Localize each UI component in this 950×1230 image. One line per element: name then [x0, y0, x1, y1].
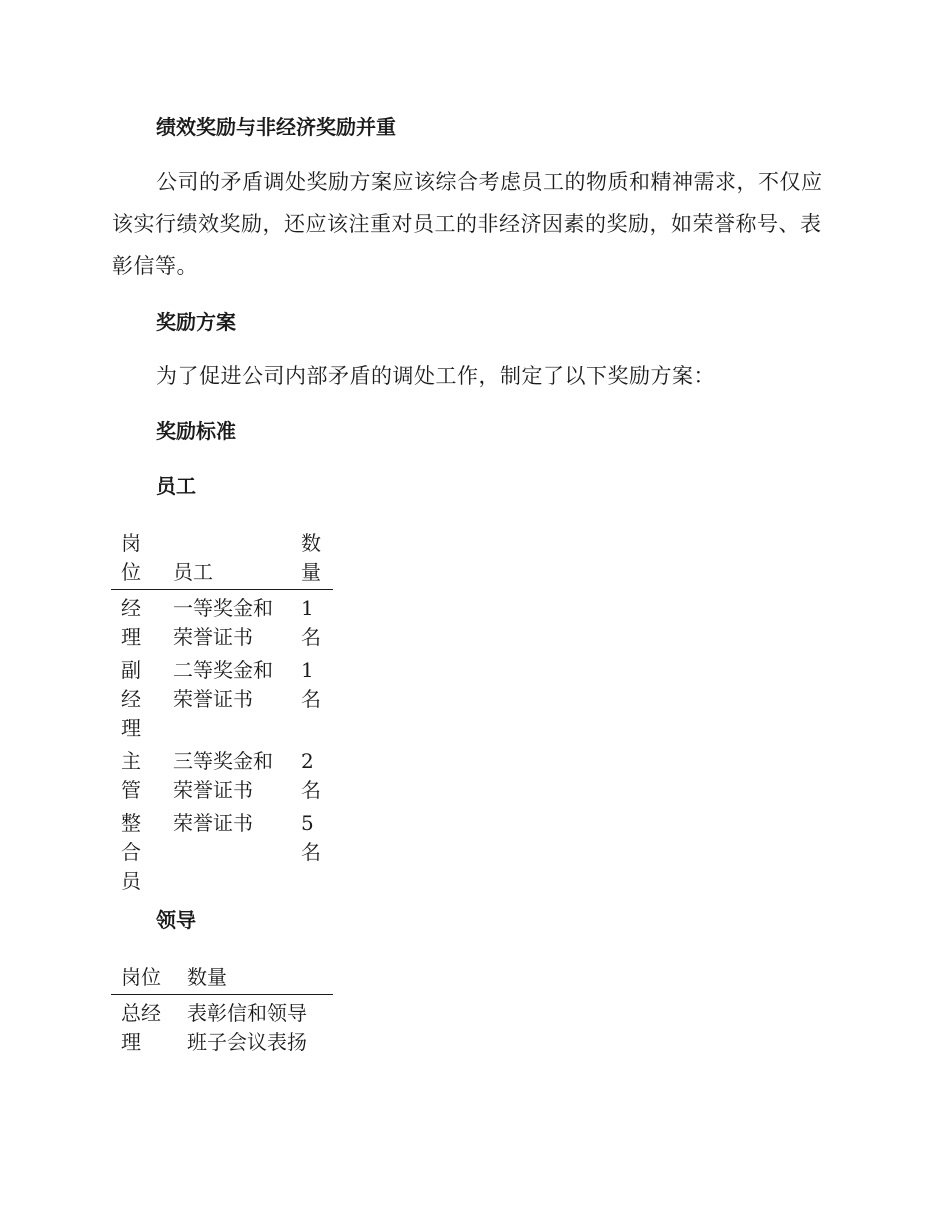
cell-position: 总经理 [121, 1001, 161, 1054]
table-row [111, 747, 333, 809]
cell-position: 经理 [121, 596, 141, 649]
table-row [111, 809, 333, 900]
cell-reward: 三等奖金和荣誉证书 [173, 749, 273, 802]
cell-reward: 荣誉证书 [173, 811, 253, 835]
table-header-row [111, 529, 333, 590]
cell-reward: 二等奖金和荣誉证书 [173, 658, 273, 711]
paragraph-reward-plan-intro: 为了促进公司内部矛盾的调处工作，制定了以下奖励方案： [156, 364, 715, 388]
cell-reward: 一等奖金和荣誉证书 [173, 596, 273, 649]
column-header-quantity: 数量 [177, 963, 333, 995]
table-header-row [111, 963, 333, 995]
cell-quantity: 1名 [301, 658, 321, 711]
column-header-staff: 员工 [163, 529, 291, 590]
heading-reward-standard: 奖励标准 [156, 419, 236, 443]
leader-reward-table [111, 963, 333, 1061]
cell-quantity: 5名 [301, 811, 321, 864]
staff-reward-table [111, 529, 333, 900]
heading-reward-plan: 奖励方案 [156, 310, 236, 334]
table-row [111, 995, 333, 1062]
cell-quantity: 1名 [301, 596, 321, 649]
heading-performance-and-non-economic-rewards: 绩效奖励与非经济奖励并重 [156, 115, 396, 139]
paragraph-reward-principle: 公司的矛盾调处奖励方案应该综合考虑员工的物质和精神需求，不仅应该实行绩效奖励，还应该注重对员工的非经济因素的奖励，如荣誉称号、表彰信等。 [112, 170, 823, 278]
column-header-quantity: 数量 [291, 529, 333, 590]
table-row [111, 656, 333, 747]
cell-position: 整合员 [121, 811, 141, 893]
table-row [111, 590, 333, 657]
heading-staff: 员工 [156, 474, 196, 498]
column-header-position: 岗位 [111, 963, 177, 995]
cell-position: 副经理 [121, 658, 141, 740]
heading-leaders: 领导 [156, 908, 196, 932]
column-header-position: 岗位 [111, 529, 163, 590]
cell-reward: 表彰信和领导班子会议表扬 [187, 1001, 307, 1054]
cell-quantity: 2名 [301, 749, 321, 802]
cell-position: 主管 [121, 749, 141, 802]
